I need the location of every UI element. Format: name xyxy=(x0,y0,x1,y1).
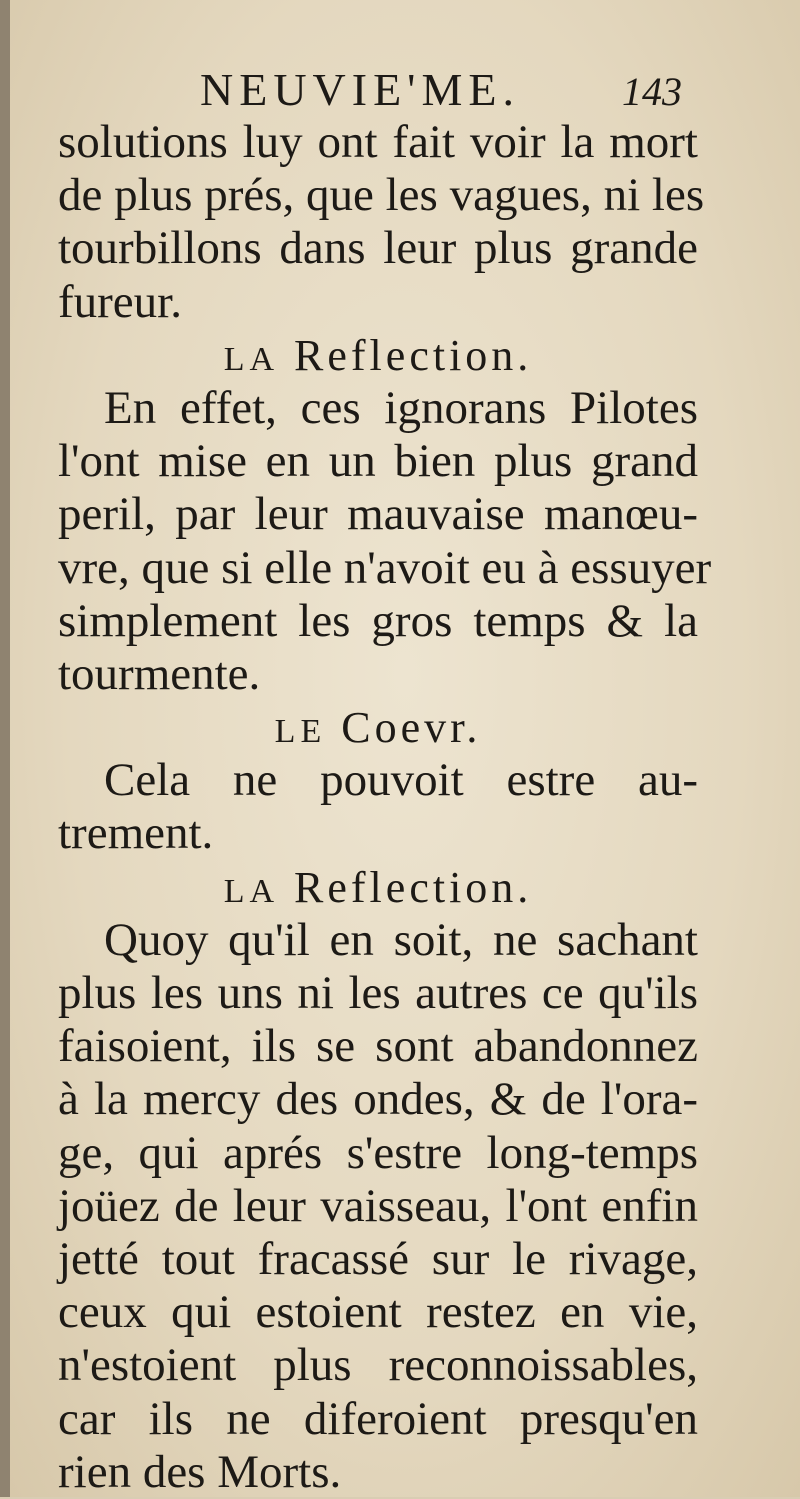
text-line: Quoy qu'il en soit, ne sachant xyxy=(104,913,698,966)
speaker-heading xyxy=(58,329,698,382)
speaker-article: LE xyxy=(274,713,327,751)
page-text xyxy=(58,116,712,1499)
text-line: simplement les gros temps & la xyxy=(58,594,698,647)
speaker-heading xyxy=(58,701,698,754)
text-line: faisoient, ils se sont abandonnez xyxy=(58,1020,698,1073)
text-line: car ils ne diferoient presqu'en xyxy=(58,1392,698,1445)
text-line: fureur. xyxy=(58,275,182,328)
text-line: tourmente. xyxy=(58,647,261,700)
speaker-name: Reflection. xyxy=(294,862,533,912)
text-line: ge, qui aprés s'estre long-temps xyxy=(58,1126,698,1179)
text-line: trement. xyxy=(58,807,214,860)
text-line: n'estoient plus reconnoissables, xyxy=(58,1339,698,1392)
text-line: En effet, ces ignorans Pilotes xyxy=(104,381,698,434)
text-line: vre, que si elle n'avoit eu à essuyer xyxy=(58,541,712,594)
text-line: de plus prés, que les vagues, ni les xyxy=(58,169,705,222)
speaker-article: LA xyxy=(223,340,280,378)
text-line: à la mercy des ondes, & de l'ora- xyxy=(58,1073,698,1126)
text-line: tourbillons dans leur plus grande xyxy=(58,222,698,275)
page-number: 143 xyxy=(622,69,682,114)
text-line: joüez de leur vaisseau, l'ont enfin xyxy=(58,1179,698,1232)
text-line: solutions luy ont fait voir la mort xyxy=(58,116,698,168)
speaker-article: LA xyxy=(223,872,280,910)
speaker-name: Reflection. xyxy=(294,330,533,380)
text-line: plus les uns ni les autres ce qu'ils xyxy=(58,967,698,1019)
speaker-name: Coevr. xyxy=(341,703,482,753)
running-title: NEUVIE'ME. xyxy=(200,64,520,115)
text-line: jetté tout fracassé sur le rivage, xyxy=(58,1232,698,1285)
speaker-heading xyxy=(58,861,698,914)
text-line: Cela ne pouvoit estre au- xyxy=(104,754,698,807)
running-head xyxy=(10,60,800,120)
text-line: ceux qui estoient restez en vie, xyxy=(58,1286,698,1339)
text-line: l'ont mise en un bien plus grand xyxy=(58,435,698,488)
text-line: peril, par leur mauvaise manœu- xyxy=(58,488,698,541)
text-line: rien des Morts. xyxy=(58,1445,342,1498)
